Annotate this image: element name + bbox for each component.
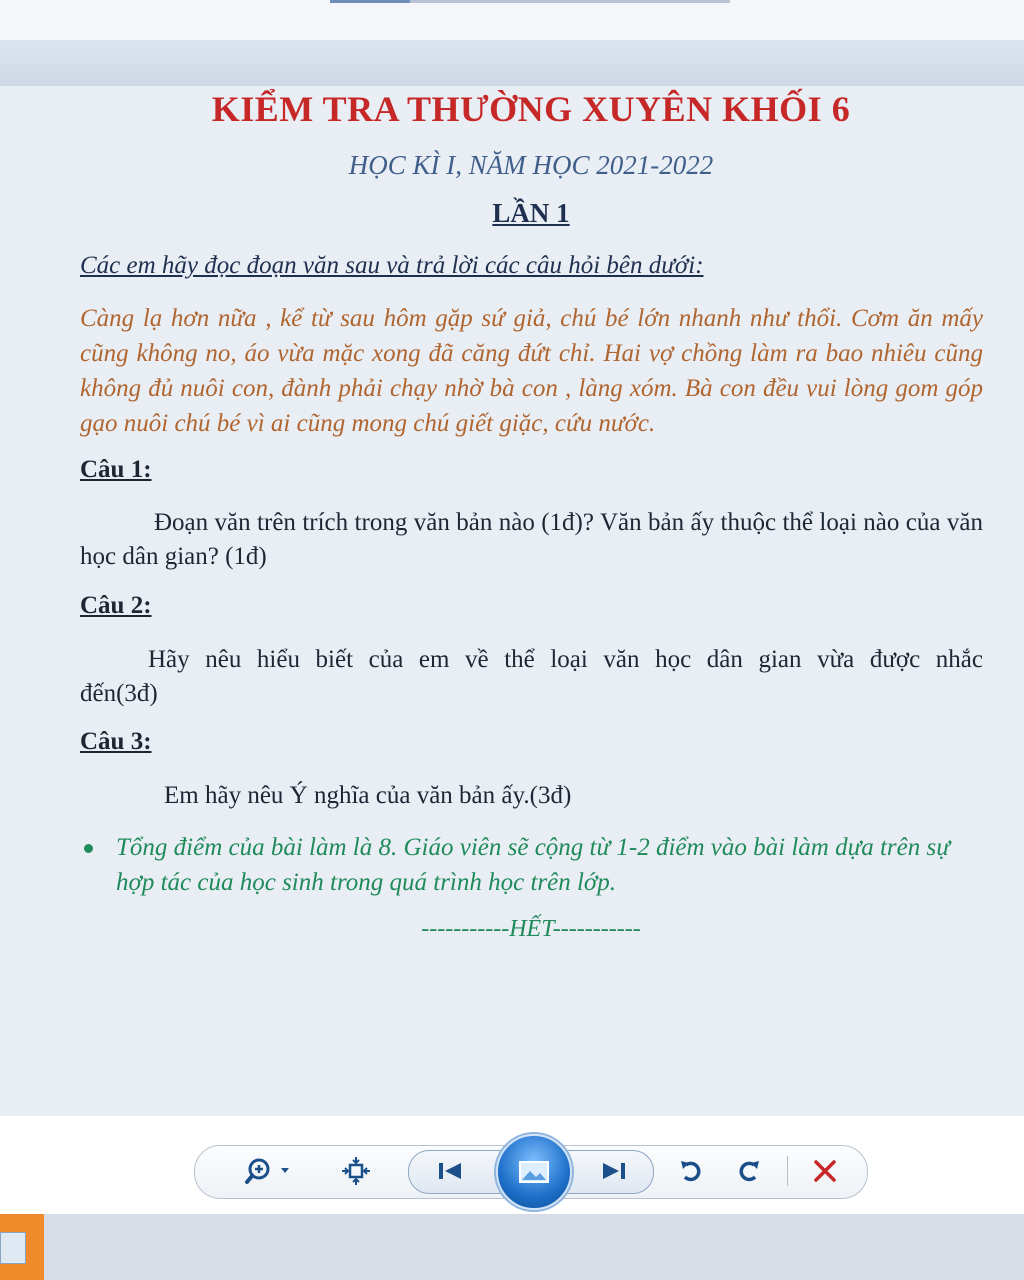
taskbar-app-button[interactable] bbox=[0, 1214, 44, 1280]
next-icon bbox=[599, 1159, 629, 1183]
previous-button[interactable] bbox=[428, 1154, 472, 1188]
question-2-text: Hãy nêu hiểu biết của em về thể loại văn học dân gian vừa được nhắc đến(3đ) bbox=[80, 646, 983, 707]
rotate-clockwise-button[interactable] bbox=[730, 1152, 766, 1190]
toolbar-separator bbox=[787, 1156, 788, 1186]
zoom-in-icon bbox=[243, 1156, 293, 1186]
delete-icon bbox=[812, 1158, 838, 1184]
rotate-counterclockwise-icon bbox=[678, 1157, 706, 1185]
tab-strip bbox=[330, 0, 730, 3]
question-3-text: Em hãy nêu Ý nghĩa của văn bản ấy.(3đ) bbox=[164, 782, 572, 809]
bullet-dot bbox=[84, 844, 93, 853]
fit-window-icon bbox=[340, 1156, 372, 1186]
rotate-counterclockwise-button[interactable] bbox=[674, 1152, 710, 1190]
fit-window-button[interactable] bbox=[336, 1152, 376, 1190]
window-top-bar bbox=[0, 0, 1024, 41]
question-3-label: Câu 3: bbox=[80, 728, 152, 755]
document-title: KIỂM TRA THƯỜNG XUYÊN KHỐI 6 bbox=[211, 89, 851, 129]
slideshow-icon bbox=[498, 1136, 570, 1208]
next-button[interactable] bbox=[592, 1154, 636, 1188]
slideshow-button[interactable] bbox=[496, 1134, 572, 1210]
reading-passage: Càng lạ hơn nữa , kể từ sau hôm gặp sứ giả, chú bé lớn nhanh như thổi. Cơm ăn mấy cũng không no, áo vừa mặc xong đã căng đứt chỉ. Hai vợ chồng làm ra bao nhiêu cũng không đủ nuôi con, đành phải chạy nhờ bà con , làng xóm. Bà con đều vui lòng gom góp gạo nuôi chú bé vì ai cũng mong chú giết giặc, cứu nước. bbox=[80, 305, 983, 437]
document-subtitle: HỌC KÌ I, NĂM HỌC 2021-2022 bbox=[348, 150, 714, 180]
delete-button[interactable] bbox=[806, 1152, 844, 1190]
end-marker: -----------HẾT----------- bbox=[421, 916, 641, 942]
score-note-text: Tổng điểm của bài làm là 8. Giáo viên sẽ cộng từ 1-2 điểm vào bài làm dựa trên sự hợp tác của học sinh trong quá trình học trên lớp. bbox=[116, 834, 950, 896]
zoom-button[interactable] bbox=[240, 1152, 296, 1190]
question-1-text: Đoạn văn trên trích trong văn bản nào (1đ)? Văn bản ấy thuộc thể loại nào của văn học dân gian? (1đ) bbox=[80, 509, 983, 570]
attempt-label: LẦN 1 bbox=[492, 198, 570, 228]
question-2-label: Câu 2: bbox=[80, 592, 152, 619]
rotate-clockwise-icon bbox=[734, 1157, 762, 1185]
previous-icon bbox=[435, 1159, 465, 1183]
viewer-header-bar bbox=[0, 40, 1024, 87]
instruction-text: Các em hãy đọc đoạn văn sau và trả lời các câu hỏi bên dưới: bbox=[80, 252, 704, 279]
taskbar bbox=[0, 1214, 1024, 1280]
question-1-label: Câu 1: bbox=[80, 456, 152, 483]
app-window-icon bbox=[0, 1232, 26, 1264]
active-tab-indicator bbox=[330, 0, 410, 3]
